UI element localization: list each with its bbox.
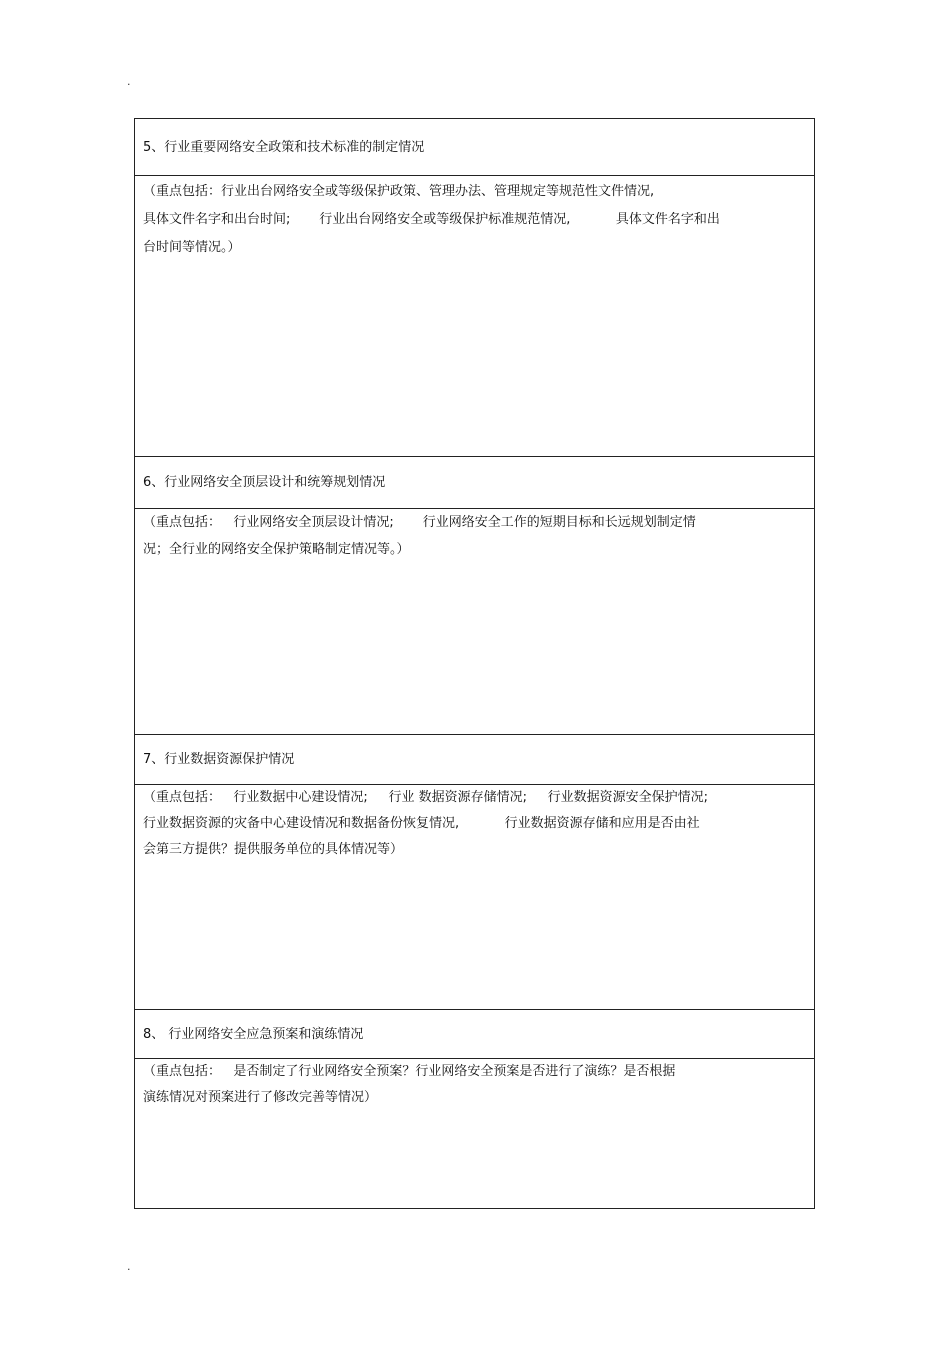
section-7-answer-field[interactable]	[135, 785, 814, 1009]
page-dot-top: .	[127, 75, 131, 88]
section-7-guide-line-1: （重点包括： 行业数据中心建设情况; 行业 数据资源存储情况; 行业数据资源安全保护情况;	[143, 790, 708, 805]
section-5-title: 5、行业重要网络安全政策和技术标准的制定情况	[135, 119, 814, 176]
section-6	[135, 456, 814, 734]
report-form-table	[134, 118, 815, 1209]
section-5-answer-field[interactable]	[135, 176, 814, 456]
section-5	[135, 119, 814, 456]
section-7-title: 7、行业数据资源保护情况	[135, 735, 814, 785]
page-dot-bottom: .	[127, 1260, 131, 1273]
section-6-guide-line-1: （重点包括： 行业网络安全顶层设计情况; 行业网络安全工作的短期目标和长远规划制定情	[143, 515, 696, 530]
section-8	[135, 1009, 814, 1208]
section-8-guide-line-2: 演练情况对预案进行了修改完善等情况）	[143, 1090, 378, 1105]
section-5-guide-line-1: （重点包括：行业出台网络安全或等级保护政策、管理办法、管理规定等规范性文件情况,	[143, 184, 655, 199]
section-8-guide-line-1: （重点包括： 是否制定了行业网络安全预案？行业网络安全预案是否进行了演练？是否根据	[143, 1064, 676, 1079]
section-7-guide-line-2: 行业数据资源的灾备中心建设情况和数据备份恢复情况, 行业数据资源存储和应用是否由社	[143, 816, 700, 831]
section-5-guide-line-3: 台时间等情况。）	[143, 240, 241, 255]
section-7-guide-line-3: 会第三方提供？提供服务单位的具体情况等）	[143, 842, 404, 857]
section-8-title: 8、 行业网络安全应急预案和演练情况	[135, 1010, 814, 1059]
section-6-answer-field[interactable]	[135, 509, 814, 734]
section-7	[135, 734, 814, 1009]
section-5-guide-line-2: 具体文件名字和出台时间; 行业出台网络安全或等级保护标准规范情况, 具体文件名字和出	[143, 212, 720, 227]
section-6-title: 6、行业网络安全顶层设计和统筹规划情况	[135, 457, 814, 509]
section-6-guide-line-2: 况；全行业的网络安全保护策略制定情况等。）	[143, 542, 410, 557]
section-8-answer-field[interactable]	[135, 1059, 814, 1208]
